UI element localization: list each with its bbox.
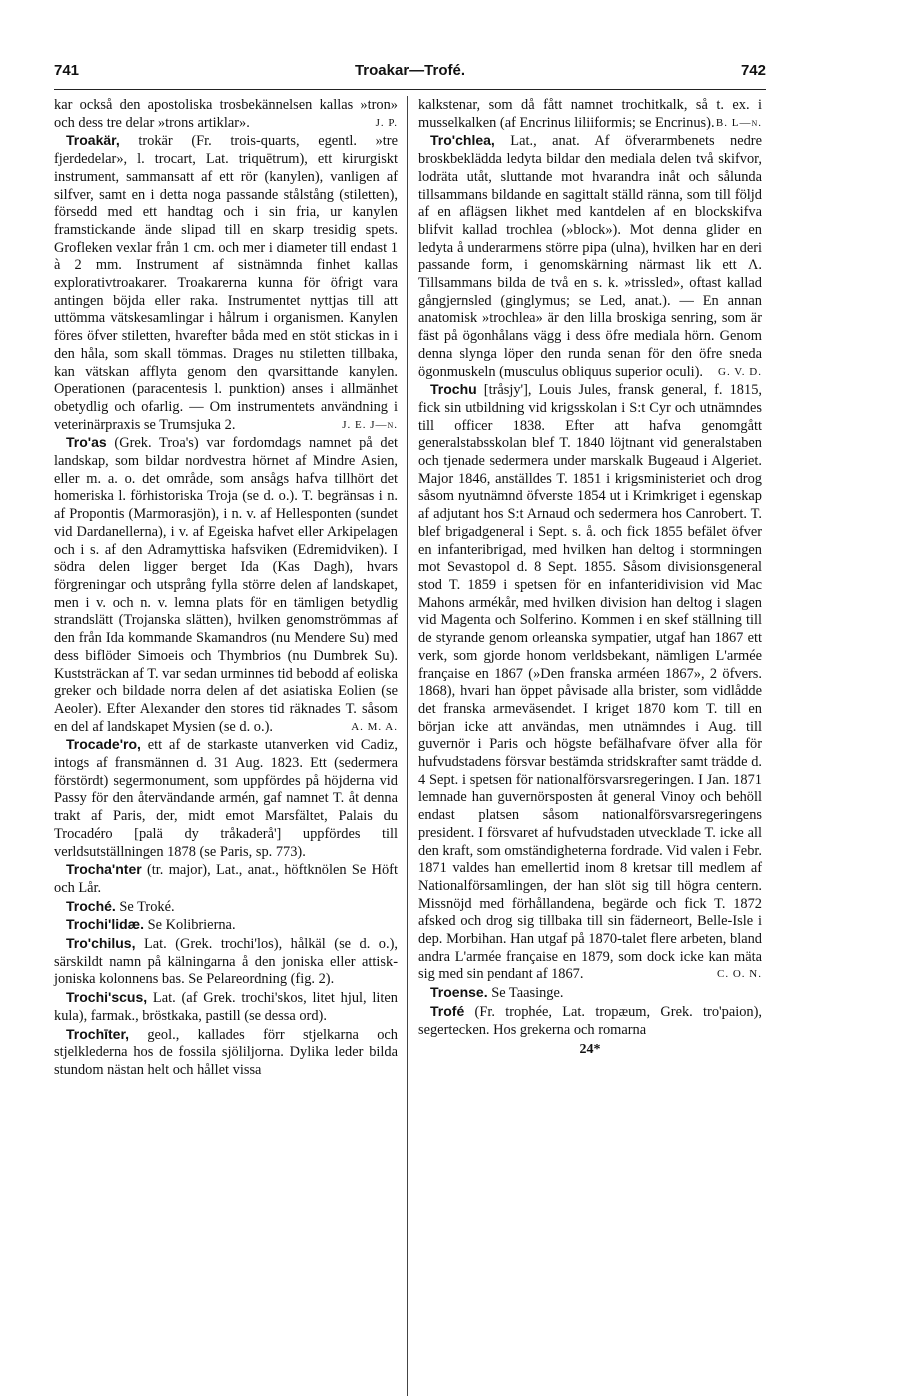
entry-paragraph: [54, 935, 398, 989]
running-title: Troakar—Trofé.: [354, 62, 466, 79]
entry-paragraph: [418, 984, 762, 1003]
entry-headword: Trocade'ro,: [66, 736, 141, 753]
entry-text: [tråsjy'], Louis Jules, fransk general, f. 1815, fick sin utbildning vid krigsskolan i S:t Cyr och utnämndes till officer 1838. Efter att hafva genomgått generalstabsskolan blef T. 1840 löjtnant vid generalstaben och tjenade sedermera under marskalk Bugeaud i Algeriet. Major 1846, anställdes T. 1851 i krigsministeriet och drog såsom nyutnämnd öfverste 1854 ut i Krimkriget i egenskap af adjutant hos S:t Arnaud och sedermera hos Canrobert. T. blef brigadgeneral i Sept. s. å. och fick 1855 befälet öfver en infanteribrigad, med hvilken han deltog i stormningen mot Sevastopol d. 8 Sept. 1855. Såsom divisionsgeneral stod T. 1859 i spetsen för en infanteridivision vid Mac Mahons armékår, med hvilken division han deltog i slagen vid Magenta och Solferino. Kommen i en skef ställning till de styrande genom orleanska sympatier, utgaf han 1867 ett verk, som gjorde honom verldsbekant, nämligen L'armée française en 1867 (»Den franska arméen 1867», 2 öfvers. 1868), hvari han öppet påvisade alla brister, som vidlådde det franska armeväsendet. I kriget 1870 kom T. till en början icke att användas, men utnämndes i Aug. till guvernör i Paris och högste befälhafvare öfver alla för hufvudstadens försvar bestämda stridskrafter samt trädde d. 4 Sept. i spetsen för nationalförsvarsregeringen. I Jan. 1871 lemnade han guvernörsposten åt general Vinoy och behöll endast platsen såsom nationalförsvarsregeringens president. I försvaret af hufvudstaden utvecklade T. icke all den kraft, som omständigheterna fordrade. Vid valen i Febr. 1871 valdes han emellertid inom 8 kretsar till medlem af Nationalförsamlingen, der han slöt sig till högra centern. Missnöjd med förhållandena, begärde och fick T. 1872 afsked och drog sig tillbaka till sin fäderneort, Belle-Isle i dep. Morbihan. Han utgaf på 1870-talet flere arbeten, bland andra L'armée française en 1879, som dock icke kan mäta sig med sin pendant af 1867.: [418, 382, 762, 983]
page-header: [54, 62, 766, 86]
page-number-left: 741: [54, 62, 80, 79]
entry-text: (Fr. trophée, Lat. tropæum, Grek. tro'paion), segertecken. Hos grekerna och romarna: [418, 1003, 762, 1038]
author-signature: J. E. J—n.: [342, 418, 398, 431]
entry-paragraph: [54, 916, 398, 935]
entry-text: Lat., anat. Af öfverarmbenets nedre broskbeklädda ledyta bildar den mediala delen två skifvor, lodräta utåt, sluttande mot hvarandra inåt och sålunda tillsammans bildande en sagittalt ställd ränna, som till följd af en aflägsen likhet med kantdelen af en blockskifva blifvit kallad trochlea (»block»). Mot denna glider en ledyta å underarmens större pipa (ulna), hvilken har en deri passande form, i genomskärning närmast lik ett Λ. Tillsammans bilda de två en s. k. »trissled», oftast kallad gångjernsled (ginglymus; se Led, anat.). — En annan anatomisk »trochlea» är den lilla broskiga senring, som är fäst på ögonhålans vägg i dess öfre mediala hörn. Genom denna slynga löper den runda senan för den öfre sneda ögonmuskeln (musculus obliquus superior oculi).: [418, 133, 762, 380]
entry-text: Se Taasinge.: [491, 985, 564, 1002]
entry-paragraph: [54, 898, 398, 917]
entry-text: Se Troké.: [119, 898, 175, 915]
entry-text: Se Kolibrierna.: [147, 917, 236, 934]
right-column: [418, 96, 762, 1059]
entry-text: Lat. (af Grek. trochi'skos, litet hjul, liten kula), farmak., bröstkaka, pastill (se dessa ord).: [54, 990, 398, 1024]
header-rule: [54, 89, 766, 90]
entry-paragraph: [54, 989, 398, 1025]
entry-text: (tr. major), Lat., anat., höftknölen Se Höft och Lår.: [54, 862, 398, 896]
entry-text: kalkstenar, som då fått namnet trochitkalk, så t. ex. i musselkalken (af Encrinus liliiformis; se Encrinus).: [418, 97, 762, 131]
entry-headword: Trochīter,: [66, 1025, 130, 1042]
entry-text: (Grek. Troa's) var fordomdags namnet på det landskap, som bildar nordvestra hörnet af Mindre Asien, eller m. a. o. det område, som ansågs hafva tillhört det homeriska l. förhistoriska Troja (se d. o.). T. begränsas i n. af Propontis (Marmorasjön), i n. v. af Hellesponten (sundet vid Dardanellerna), i v. af Egeiska hafvet eller Arkipelagen och i s. af den Adramyttiska hafsviken (Edremidviken). I södra delen ligger berget Ida (Kas Dagh), hvars förgreningar och utsprång fylla större delen af landskapet, men i v. och n. v. lemna plats för en tämligen betydlig strandslätt (Trojanska slätten), hvilken genomströmmas af den från Ida kommande Skamandros (nu Mendere Su) med dess biflöder Simoeis och Thymbrios (nu Dumbrek Su). Kuststräckan af T. var sedan urminnes tid bebodd af eoliska greker och bildade norra delen af det asiatiska Eolien (se Aeoler). Efter Alexander den stores tid räknades T. såsom en del af landskapet Mysien (se d. o.).: [54, 435, 398, 735]
entry-text: trokär (Fr. trois-quarts, egentl. »tre fjerdedelar», l. trocart, Lat. triquētrum), ett kirurgiskt instrument, sammansatt af ett rör (kanylen), vanligen af silfver, samt en i detta noga passande stålstång (stiletten), försedd med ett handtag och i sin fria, ur kanylen framstickande ände slipad till en skarp tresidig spets. Grofleken vexlar från 1 cm. och mer i diameter till endast 1 à 2 mm. Instrument af sistnämnda finhet kallas explorativtroakarer. Troakarerna kunna för öfrigt vara antingen böjda eller raka. Instrumentet nyttjas till att uttömma vätskesamlingar i hålrum i organismen. Kanylen föres öfver stiletten, hvarefter båda med en stöt stickas in i den håla, som skall tömmas. Drages nu stiletten tillbaka, kan vätskan afflyta genom den qvarsittande kanylen. Operationen (paracentesis l. punktion) anses i allmänhet obetydlig och ofarlig. — Om instrumentets användning i veterinärpraxis se Trumsjuka 2.: [54, 133, 398, 433]
entry-text: ett af de starkaste utanverken vid Cadiz, intogs af fransmännen d. 31 Aug. 1823. Ett (sedermera förstördt) segermonument, som uppfördes på höjderna vid Passy för den återvändande armén, gaf namnet T. åt denna trakt af Paris, der, midt emot Marsfältet, Palais du Trocadéro [palä dy tråkaderå'] uppfördes till verldsutställningen 1878 (se Paris, sp. 773).: [54, 737, 398, 860]
entry-headword: Troakär,: [66, 132, 120, 149]
entry-headword: Trocha'nter: [66, 861, 142, 878]
entry-headword: Trochu: [430, 381, 477, 398]
author-signature: A. M. A.: [351, 720, 398, 733]
entry-paragraph: [54, 861, 398, 897]
author-signature: C. O. N.: [717, 968, 762, 981]
entry-headword: Trochi'lidæ.: [66, 916, 145, 933]
entry-headword: Trofé: [430, 1002, 465, 1019]
entry-paragraph: [54, 1026, 398, 1080]
entry-headword: Troché.: [66, 897, 116, 914]
signature-mark: 24*: [579, 1042, 601, 1058]
entry-paragraph: [54, 736, 398, 861]
author-signature: B. L—n.: [715, 116, 762, 129]
entry-text: Lat. (Grek. trochi'los), hålkäl (se d. o.), särskildt namn på kälningarna å den joniska eller attisk-joniska kolonnens bas. Se Pelareordning (fig. 2).: [54, 936, 398, 988]
entry-paragraph: [54, 434, 398, 736]
entry-headword: Tro'chlea,: [430, 132, 495, 149]
column-divider: [407, 96, 408, 1396]
entry-headword: Tro'as: [66, 434, 107, 451]
entry-paragraph: [54, 132, 398, 434]
author-signature: G. V. D.: [718, 365, 762, 378]
entry-headword: Troense.: [430, 984, 488, 1001]
entry-paragraph: [54, 96, 398, 132]
entry-headword: Tro'chilus,: [66, 935, 136, 952]
entry-paragraph: [418, 381, 762, 984]
page-number-right: 742: [740, 62, 766, 79]
left-column: [54, 96, 398, 1080]
entry-paragraph: [418, 1003, 762, 1039]
entry-text: kar också den apostoliska trosbekännelsen kallas »tron» och dess tre delar »trons artiklar».: [54, 97, 398, 131]
author-signature: J. P.: [375, 116, 398, 129]
entry-headword: Trochi'scus,: [66, 989, 148, 1006]
entry-paragraph: [418, 132, 762, 381]
entry-paragraph: [418, 96, 762, 132]
entry-text: geol., kallades förr stjelkarna och stjelklederna hos de fossila sjöliljorna. Dylika leder bilda stundom nästan helt och hållet vissa: [54, 1026, 398, 1078]
